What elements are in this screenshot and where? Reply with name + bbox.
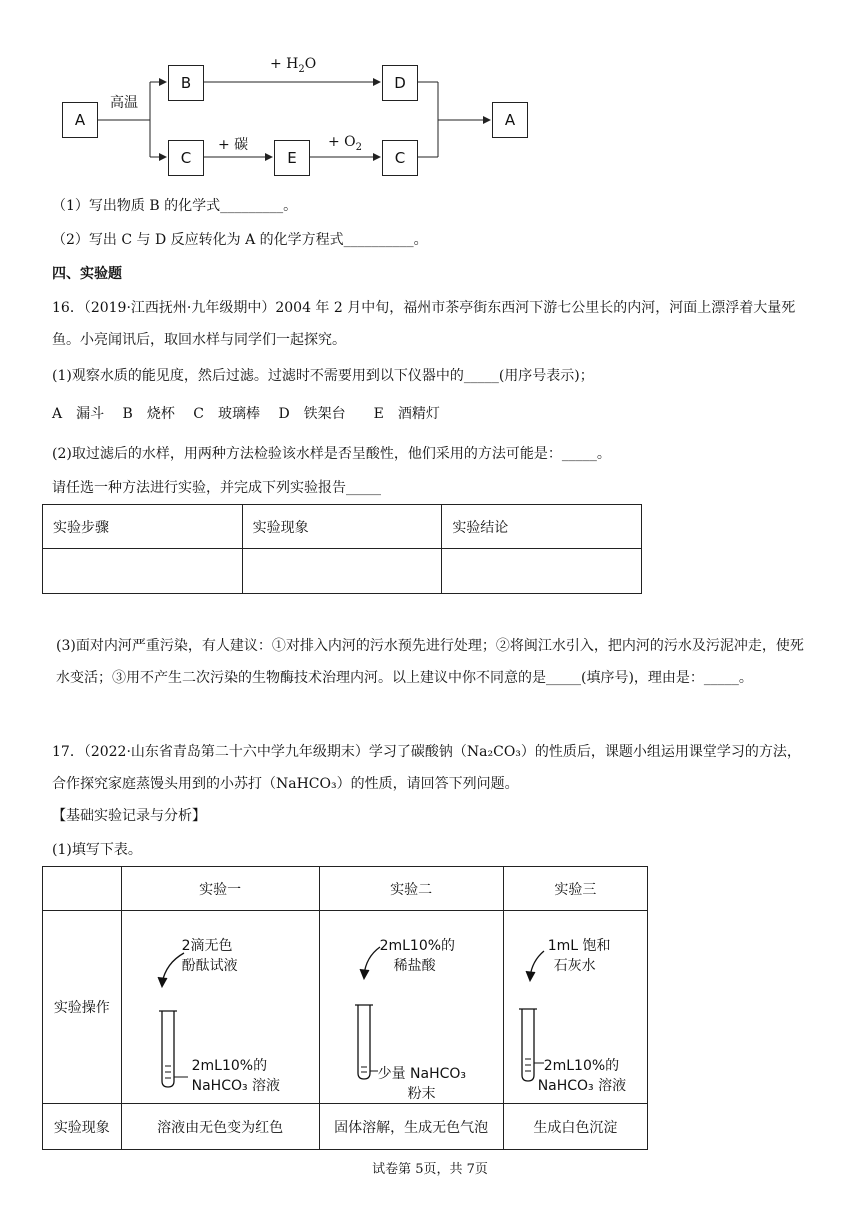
node-b: B xyxy=(168,65,204,101)
exp3-phenomenon: 生成白色沉淀 xyxy=(503,1104,647,1150)
exp1-solution-line1: 2mL10%的 xyxy=(191,1058,268,1074)
exp2-illustration xyxy=(319,911,503,1104)
q16-p2: (2)取过滤后的水样，用两种方法检验该水样是否呈酸性，他们采用的方法可能是：_____。 xyxy=(52,446,611,462)
exp3-solution-line2: NaHCO₃ 溶液 xyxy=(537,1078,627,1094)
table-cell-empty xyxy=(442,549,642,594)
table-header-phenomena: 实验现象 xyxy=(242,505,442,549)
col-header-exp2: 实验二 xyxy=(319,867,503,911)
q16-p1: (1)观察水质的能见度，然后过滤。过滤时不需要用到以下仪器中的_____(用序号表示)； xyxy=(52,368,594,384)
table-cell-empty xyxy=(43,549,243,594)
exp3-solution-line1: 2mL10%的 xyxy=(543,1058,620,1074)
label-plus-o2: + $O_2$ xyxy=(328,134,363,153)
exp2-solid-line1: 少量 NaHCO₃ xyxy=(377,1066,467,1082)
q16-p3: (3)面对内河严重污染，有人建议：①对排入内河的污水预先进行处理；②将闽江水引入，把内河的污水及污泥冲走，使死水变活；③用不产生二次污染的生物酶技术治理内河。以上建议中你不同意的是_____(填序号)，理由是：_____。 xyxy=(56,638,804,686)
exp2-phenomenon: 固体溶解，生成无色气泡 xyxy=(319,1104,503,1150)
q15-sub2: （2）写出 C 与 D 反应转化为 A 的化学方程式__________。 xyxy=(52,232,428,248)
col-header-exp3: 实验三 xyxy=(503,867,647,911)
exp2-reagent-line1: 2mL10%的 xyxy=(379,938,456,954)
table-header-steps: 实验步骤 xyxy=(43,505,243,549)
exp1-phenomenon: 溶液由无色变为红色 xyxy=(121,1104,319,1150)
node-c-right: C xyxy=(382,140,418,176)
label-plus-h2o: + $H_2O$ xyxy=(270,56,317,75)
q16-options: A 漏斗 B 烧杯 C 玻璃棒 D 铁架台 E 酒精灯 xyxy=(52,406,440,422)
exp3-illustration xyxy=(503,911,647,1104)
table-corner xyxy=(43,867,122,911)
label-plus-carbon: + 碳 xyxy=(218,137,249,153)
q15-sub1: （1）写出物质 B 的化学式_________。 xyxy=(52,198,298,214)
exp3-reagent-line2: 石灰水 xyxy=(553,958,596,974)
col-header-exp1: 实验一 xyxy=(121,867,319,911)
exp1-solution-line2: NaHCO₃ 溶液 xyxy=(191,1078,281,1094)
node-e: E xyxy=(274,140,310,176)
table-cell-empty xyxy=(242,549,442,594)
node-c-mid: C xyxy=(168,140,204,176)
q17-stem: 17．（2022·山东省青岛第二十六中学九年级期末）学习了碳酸钠（Na₂CO₃）的性质后，课题小组运用课堂学习的方法，合作探究家庭蒸馒头用到的小苏打（NaHCO₃）的性质，请回答下列问题。 xyxy=(52,744,801,792)
q16-report-table xyxy=(42,504,642,594)
table-header-conclusion: 实验结论 xyxy=(442,505,642,549)
q16-p2b: 请任选一种方法进行实验，并完成下列实验报告_____ xyxy=(52,480,381,496)
node-a-left: A xyxy=(62,102,98,138)
row-label-operation: 实验操作 xyxy=(43,911,122,1104)
node-d: D xyxy=(382,65,418,101)
exp1-reagent-line2: 酚酞试液 xyxy=(181,958,238,974)
label-gaowen: 高温 xyxy=(110,95,138,111)
exp2-reagent-line2: 稀盐酸 xyxy=(393,958,436,974)
exp2-solid-line2: 粉末 xyxy=(407,1086,436,1102)
q16-stem: 16．（2019·江西抚州·九年级期中）2004 年 2 月中旬，福州市茶亭街东西河下游七公里长的内河，河面上漂浮着大量死鱼。小亮闻讯后，取回水样与同学们一起探究。 xyxy=(52,300,796,348)
row-label-phenomena: 实验现象 xyxy=(43,1104,122,1150)
section-title: 四、实验题 xyxy=(52,266,122,282)
q17-section: 【基础实验记录与分析】 xyxy=(52,808,206,824)
exp1-illustration xyxy=(121,911,319,1104)
exp3-reagent-line1: 1mL 饱和 xyxy=(547,938,611,954)
page-footer: 试卷第 5页，共 7页 xyxy=(372,1162,488,1177)
node-a-right: A xyxy=(492,102,528,138)
q17-experiment-table xyxy=(42,866,648,1150)
exp1-reagent-line1: 2滴无色 xyxy=(181,938,233,954)
q17-p1: (1)填写下表。 xyxy=(52,842,142,858)
